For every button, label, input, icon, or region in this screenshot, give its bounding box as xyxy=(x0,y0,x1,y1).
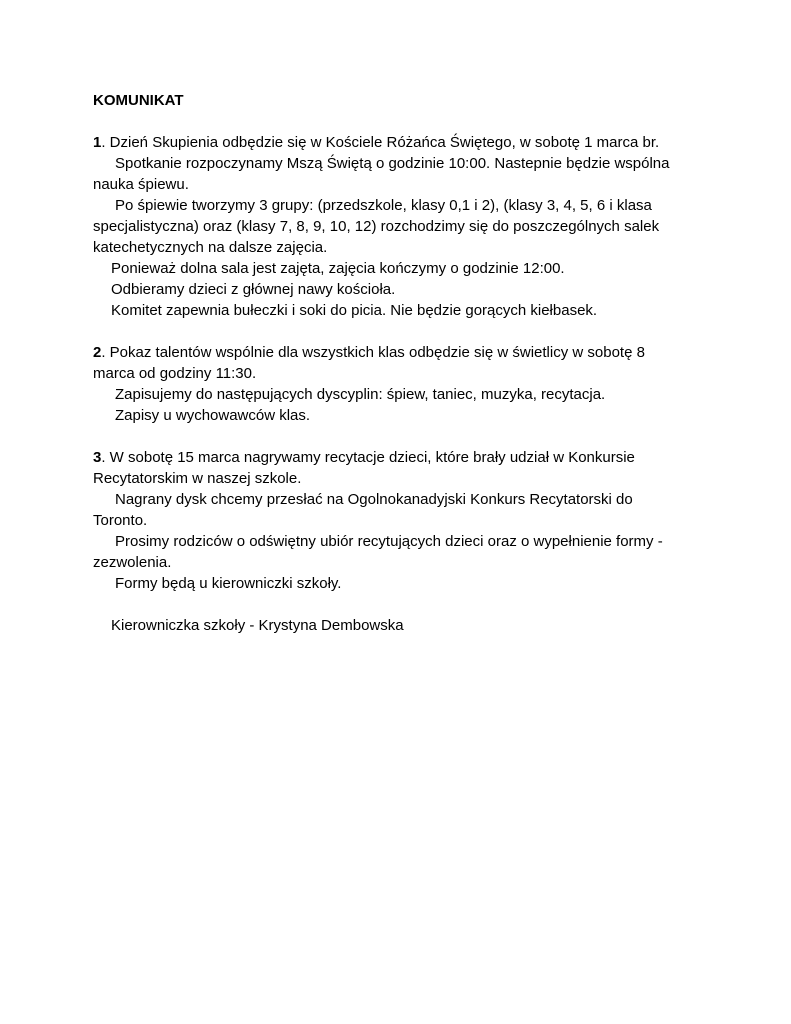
section-heading-line xyxy=(93,342,703,363)
section-2 xyxy=(93,342,703,426)
section-text: . Pokaz talentów wspólnie dla wszystkich klas odbędzie się w świetlicy w sobotę 8 xyxy=(101,344,645,361)
section-text: . W sobotę 15 marca nagrywamy recytacje dzieci, które brały udział w Konkursie xyxy=(101,449,635,466)
section-1 xyxy=(93,132,703,321)
paragraph-line: Formy będą u kierowniczki szkoły. xyxy=(115,575,342,592)
paragraph-line: Nagrany dysk chcemy przesłać na Ogolnokanadyjski Konkurs Recytatorski do xyxy=(115,491,633,508)
paragraph-line: katechetycznych na dalsze zajęcia. xyxy=(93,239,328,256)
paragraph-line: Prosimy rodziców o odświętny ubiór recytujących dzieci oraz o wypełnienie formy - xyxy=(115,533,663,550)
paragraph-line: Ponieważ dolna sala jest zajęta, zajęcia kończymy o godzinie 12:00. xyxy=(111,260,565,277)
section-number: 3 xyxy=(93,449,102,466)
paragraph-line: Toronto. xyxy=(93,512,148,529)
document-title: KOMUNIKAT xyxy=(93,92,184,109)
paragraph-line: Po śpiewie tworzymy 3 grupy: (przedszkole, klasy 0,1 i 2), (klasy 3, 4, 5, 6 i klasa xyxy=(115,197,652,214)
section-number: 1 xyxy=(93,134,102,151)
paragraph-line: nauka śpiewu. xyxy=(93,176,189,193)
paragraph-line: Recytatorskim w naszej szkole. xyxy=(93,470,302,487)
section-number: 2 xyxy=(93,344,102,361)
paragraph-line: Komitet zapewnia bułeczki i soki do picia. Nie będzie gorących kiełbasek. xyxy=(111,302,598,319)
paragraph-line: zezwolenia. xyxy=(93,554,172,571)
paragraph-line: Zapisy u wychowawców klas. xyxy=(115,407,311,424)
section-heading-line xyxy=(93,447,703,468)
signature: Kierowniczka szkoły - Krystyna Dembowska xyxy=(111,617,404,634)
section-text: . Dzień Skupienia odbędzie się w Kościele Różańca Świętego, w sobotę 1 marca br. xyxy=(101,134,660,151)
paragraph-line: marca od godziny 11:30. xyxy=(93,365,257,382)
paragraph-line: Odbieramy dzieci z głównej nawy kościoła. xyxy=(111,281,396,298)
section-3 xyxy=(93,447,703,594)
paragraph-line: Spotkanie rozpoczynamy Mszą Świętą o godzinie 10:00. Nastepnie będzie wspólna xyxy=(115,155,670,172)
paragraph-line: Zapisujemy do następujących dyscyplin: śpiew, taniec, muzyka, recytacja. xyxy=(115,386,606,403)
paragraph-line: specjalistyczna) oraz (klasy 7, 8, 9, 10, 12) rozchodzimy się do poszczególnych salek xyxy=(93,218,660,235)
document-page xyxy=(93,90,703,636)
section-heading-line xyxy=(93,132,703,153)
